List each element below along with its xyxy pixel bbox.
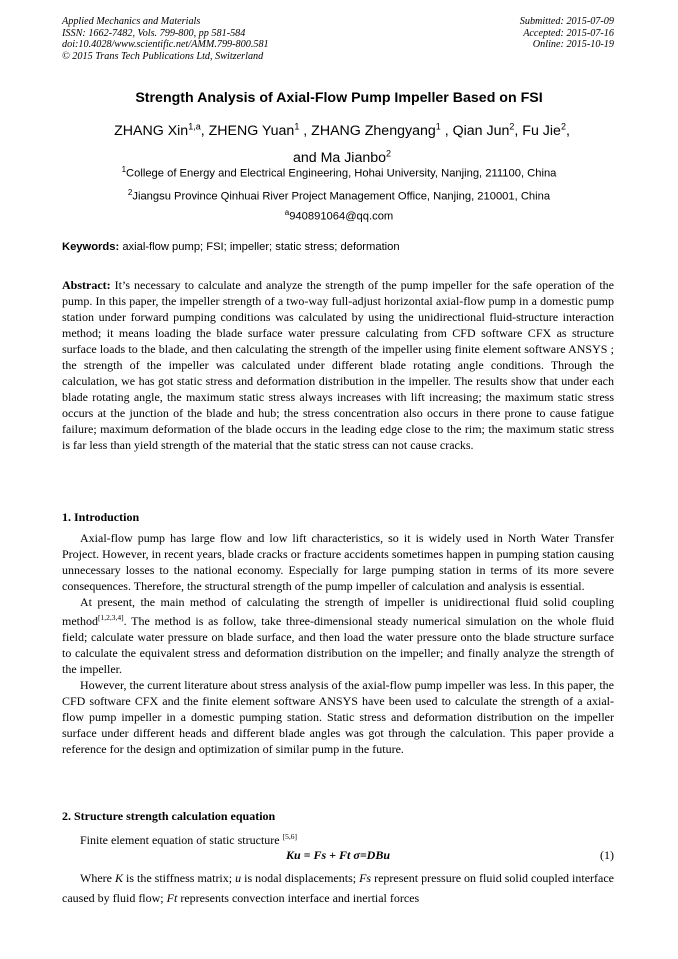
accepted-date: Accepted: 2015-07-16 — [523, 27, 614, 39]
citation[interactable]: [5,6] — [282, 832, 297, 841]
author-list — [72, 115, 612, 170]
citation[interactable]: [1,2,3,4] — [98, 613, 124, 622]
author: and Ma Jianbo$^2$ — [292, 148, 392, 167]
affiliation-1: $^1$College of Energy and Electrical Engineering, Hohai University, Nanjing, 211100, China — [121, 165, 557, 180]
equation-intro: Finite element equation of static structure [5,6] — [80, 832, 297, 847]
author: Qian Jun$^2$, — [452, 121, 523, 139]
equation-line — [62, 848, 614, 864]
introduction-body — [62, 530, 614, 757]
equation: Ku = Fs + Ft σ=DBu — [285, 848, 390, 862]
paragraph: However, the current literature about stress analysis of the axial-flow pump impeller was less. In this paper, the CFD software CFX and the finite element software ANSYS have been used to calculate the strength of a axial-flow pump impeller in a domestic pumping station. Static stress and deformation distribution on the impeller surface under different heads and different blade angles was got through the calculation. This paper provide a reference for the design and optimization of similar pump in the future. — [62, 678, 614, 756]
copyright-line: © 2015 Trans Tech Publications Ltd, Switzerland — [62, 50, 264, 62]
abstract: Abstract: It’s necessary to calculate and analyze the strength of the pump impeller for the safe operation of the pump. In this paper, the impeller strength of a two-way full-adjust horizontal axial-flow pump in a domestic pump station under forward pumping conditions was calculated by using the unidirectional fluid-structure interaction method; it means loading the blade surface water pressure calculating from CFD software CFX as structure surface loads to the blade, and then calculating the strength of the impeller using finite element software ANSYS ; the strength of the impeller was calculated under different blade rotating angle conditions. Through the calculation, we has got static stress and deformation distribution in the impeller. The results show that under each blade rotating angle, the maximum static stress always increases with lift increasing; the maximum static stress occurs at the junction of the blade and hub; the stress concentration also occurs in there prone to cause fatigue failure; maximum deformation of the blade occurs in the leading edge close to the rim; the maximum static stress is far less than yield strength of the material that the static stress can not cause cracks. — [62, 278, 614, 452]
author: Fu Jie$^2$, — [522, 121, 570, 139]
equation-explanation: Where K is the stiffness matrix; u is nodal displacements; Fs represent pressure on fluid solid coupled interface caused by fluid flow; Ft represents convection interface and inertial forces — [62, 871, 615, 905]
issn-line: ISSN: 1662-7482, Vols. 799-800, pp 581-584 — [62, 27, 246, 39]
affiliation-2: $^2$Jiangsu Province Qinhuai River Project Management Office, Nanjing, 210001, China — [127, 188, 551, 203]
author-email[interactable]: $^a$940891064@qq.com — [284, 208, 394, 223]
doi-line[interactable]: doi:10.4028/www.scientific.net/AMM.799-800.581 — [62, 39, 269, 50]
header-right — [520, 16, 614, 51]
keywords: Keywords: axial-flow pump; FSI; impeller; static stress; deformation — [62, 241, 400, 253]
section-heading-introduction: 1. Introduction — [62, 510, 140, 524]
equation-number: (1) — [600, 848, 614, 862]
paper-title: Strength Analysis of Axial-Flow Pump Impeller Based on FSI — [135, 90, 543, 106]
author: ZHANG Zhengyang$^1$ , — [311, 121, 453, 139]
author: ZHENG Yuan$^1$ , — [208, 121, 312, 139]
paragraph: At present, the main method of calculating the strength of impeller is unidirectional fluid solid coupling method[1,2,3,4]. The method is as follow, take three-dimensional steady numerical simulation on the whole fluid field; calculate water pressure on blade surface, and then load the water pressure onto the blade structure surface to calculate the equivalent stress and deformation distribution on the impeller; and finally analyze the strength of the impeller. — [62, 595, 614, 676]
online-date: Online: 2015-10-19 — [532, 39, 614, 50]
journal-name: Applied Mechanics and Materials — [62, 16, 201, 27]
header-left — [62, 16, 269, 62]
submitted-date: Submitted: 2015-07-09 — [519, 16, 614, 27]
author: ZHANG Xin$^{1,a}$, — [114, 121, 209, 139]
paragraph: Axial-flow pump has large flow and low lift characteristics, so it is widely used in North Water Transfer Project. However, in recent years, blade cracks or fracture accidents sometimes happen in pumping station causing unnecessary losses to the national economy. Especially for large pumping station in terms of its more severe consequences. Therefore, the structural strength of the pump impeller of calculation and analysis is essential. — [62, 531, 614, 593]
section-heading-equation: 2. Structure strength calculation equation — [62, 809, 276, 823]
